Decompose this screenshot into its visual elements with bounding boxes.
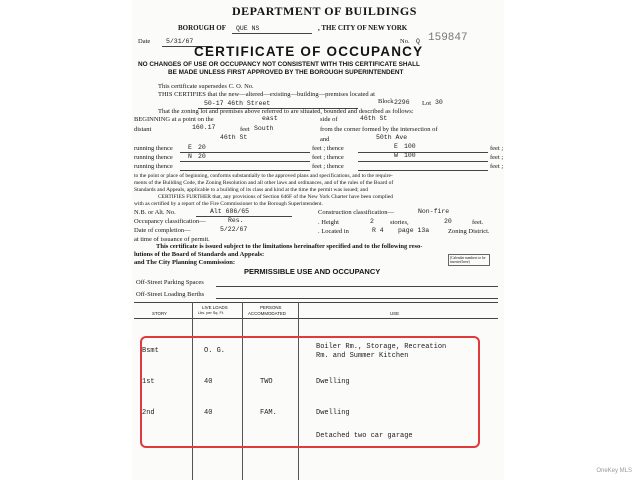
- table-row-use: Boiler Rm., Storage, Recreation: [316, 343, 447, 351]
- side-value: east: [262, 115, 278, 122]
- intersect-a: 46th St: [220, 134, 248, 141]
- completion-label: Date of completion—: [134, 227, 191, 234]
- compliance-line-3: Standards and Appeals, applicable to a building of its class and kind at the time the permit was issued; and: [134, 187, 369, 193]
- garage-note: Detached two car garage: [316, 432, 413, 440]
- feet-end-1: feet ;: [490, 145, 504, 152]
- table-row-story: 1st: [142, 378, 155, 386]
- column-header-story: STORY: [152, 311, 167, 316]
- column-header-persons: PERSONS: [260, 305, 282, 310]
- thence-label-2: feet ; thence: [312, 154, 344, 161]
- alt-label: N.B. or Alt. No.: [134, 209, 176, 216]
- block-label: Block: [378, 98, 394, 105]
- date-value: 5/31/67: [166, 38, 194, 45]
- street-value: 46th St: [360, 115, 388, 122]
- feet-value: 20: [444, 218, 452, 225]
- feet-label: feet: [240, 126, 250, 133]
- intersect-b: 50th Ave: [376, 134, 408, 141]
- zone-value: R 4: [372, 227, 384, 234]
- running-label-2: running thence: [134, 154, 173, 161]
- loading-label: Off-Street Loading Berths: [136, 291, 205, 298]
- alt-value: Alt 686/65: [210, 208, 250, 215]
- table-row-use: Dwelling: [316, 378, 350, 386]
- completion-value: 5/22/67: [220, 226, 248, 233]
- permit-time-text: at time of issuance of permit.: [134, 236, 210, 243]
- certificate-title: CERTIFICATE OF OCCUPANCY: [194, 44, 424, 59]
- running-dist-2: 100: [404, 143, 416, 150]
- occupancy-value: Res.: [228, 217, 244, 224]
- compliance-line-1: to the point or place of beginning, conforms substantially to the approved plans and specifications, and to the require-: [134, 173, 393, 179]
- running-dist-1: 20: [198, 144, 206, 151]
- thence-label-1: feet ; thence: [312, 145, 344, 152]
- bounded-text: That the zoning lot and premises above referred to are situated, bounded and described as follows:: [158, 108, 414, 115]
- construction-label: Construction classification—: [318, 209, 395, 216]
- running-dir-2: E: [394, 143, 398, 150]
- running-dist-4: 100: [404, 152, 416, 159]
- thence-label-3: feet ; thence: [312, 163, 344, 170]
- limitations-line-1: This certificate is issued subject to the limitations hereinafter specified and to the following reso-: [156, 243, 423, 250]
- table-row-persons: TWO: [260, 378, 273, 386]
- running-label-3: running thence: [134, 163, 173, 170]
- table-row-load: O. G.: [204, 347, 226, 355]
- compliance-line-2: ments of the Building Code, the Zoning Resolution and all other laws and ordinances, and of the rules of the Board of: [134, 180, 394, 186]
- certifies-text: THIS CERTIFIES that the new—altered—existing—building—premises located at: [158, 91, 375, 98]
- stories-label: stories,: [390, 219, 409, 226]
- limitations-line-2: lutions of the Board of Standards and Appeals:: [134, 251, 265, 258]
- running-dir-3: N: [188, 153, 192, 160]
- running-dist-3: 20: [198, 153, 206, 160]
- cert-no-label: No.: [400, 38, 410, 45]
- compliance-line-5: with as certified by a report of the Fire Commissioner to the Borough Superintendent.: [134, 201, 323, 207]
- height-label: . Height: [318, 219, 339, 226]
- corner-label: from the corner formed by the intersection of: [320, 126, 438, 133]
- warning-line-1: NO CHANGES OF USE OR OCCUPANCY NOT CONSISTENT WITH THIS CERTIFICATE SHALL: [138, 61, 420, 68]
- occupancy-label: Occupancy classification—: [134, 218, 206, 225]
- side-of-label: side of: [320, 116, 338, 123]
- table-row-use: Dwelling: [316, 409, 350, 417]
- feet-end-2: feet ;: [490, 154, 504, 161]
- highlight-outline: [140, 336, 480, 448]
- compliance-line-4: CERTIFIES FURTHER that, any provisions of Section 646F of the New York Charter have been complied: [158, 194, 394, 200]
- column-header-persons-sub: ACCOMMODATED: [248, 311, 286, 316]
- premises-address: 50-17 46th Street: [204, 100, 271, 107]
- table-row-story: 2nd: [142, 409, 155, 417]
- page-value: page 13a: [398, 227, 430, 234]
- feet-unit-label: feet.: [472, 219, 484, 226]
- cert-number: 159847: [428, 32, 468, 44]
- department-heading: DEPARTMENT OF BUILDINGS: [232, 4, 417, 18]
- table-row-load: 40: [204, 409, 213, 417]
- construction-value: Non-fire: [418, 208, 450, 215]
- city-name: , THE CITY OF NEW YORK: [318, 24, 408, 32]
- warning-line-2: BE MADE UNLESS FIRST APPROVED BY THE BOROUGH SUPERINTENDENT: [168, 69, 404, 76]
- running-dir-4: W: [394, 152, 398, 159]
- table-row-story: Bsmt: [142, 347, 159, 355]
- distant-label: distant: [134, 126, 152, 133]
- watermark-text: OneKey MLS: [596, 468, 632, 474]
- permissible-heading: PERMISSIBLE USE AND OCCUPANCY: [244, 267, 381, 276]
- running-dir-1: E: [188, 144, 192, 151]
- block-value: 2296: [394, 99, 410, 106]
- and-label: and: [320, 136, 330, 143]
- direction-value: South: [254, 125, 274, 132]
- height-value: 2: [370, 218, 374, 225]
- lot-value: 30: [435, 99, 443, 106]
- beginning-label: BEGINNING at a point on the: [134, 116, 214, 123]
- supersedes-text: This certificate supersedes C. O. No.: [158, 83, 254, 90]
- limitations-line-3: and The City Planning Commission:: [134, 259, 236, 266]
- borough-value: QUE NS: [236, 25, 260, 32]
- calendar-note-box: (Calendar numbers to be inserted here): [448, 254, 490, 266]
- table-row-load: 40: [204, 378, 213, 386]
- date-label: Date: [138, 38, 151, 45]
- column-header-live-loads: LIVE LOADS: [202, 305, 228, 310]
- parking-label: Off-Street Parking Spaces: [136, 279, 204, 286]
- located-label: . Located in: [318, 228, 349, 235]
- cert-no-prefix: Q: [416, 38, 420, 45]
- borough-label: BOROUGH OF: [178, 24, 227, 32]
- lot-label: Lot: [422, 100, 432, 107]
- running-label-1: running thence: [134, 145, 173, 152]
- column-header-live-loads-sub: Lbs. per Sq. Ft.: [198, 311, 224, 315]
- table-row-persons: FAM.: [260, 409, 277, 417]
- column-header-use: USE: [390, 311, 400, 316]
- table-row-use-continued: Rm. and Summer Kitchen: [316, 352, 409, 360]
- distant-value: 160.17: [192, 124, 216, 131]
- zoning-label: Zoning District.: [448, 228, 490, 235]
- feet-end-3: feet ;: [490, 163, 504, 170]
